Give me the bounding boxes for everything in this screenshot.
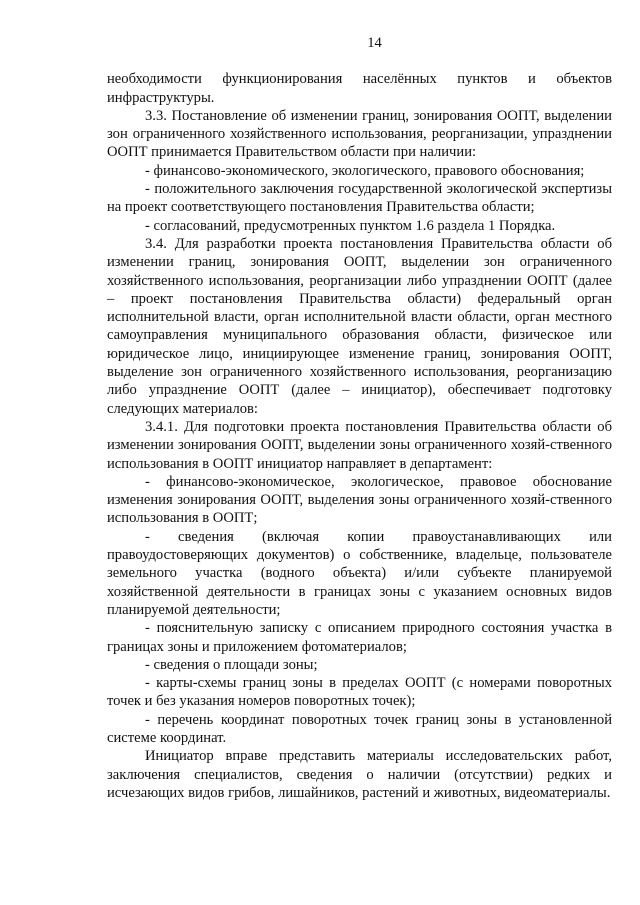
document-body (107, 70, 612, 802)
paragraph: Инициатор вправе представить материалы исследовательских работ, заключения специалистов, сведения о наличии (отсутствии) редких и исчезающих видов грибов, лишайников, растений и животных, видеоматериалы. (107, 748, 612, 801)
paragraph: 3.3. Постановление об изменении границ, зонирования ООПТ, выделении зон ограниченного хозяйственного использования, реорганизации, упразднении ООПТ принимается Правительством области при наличии: (107, 107, 612, 161)
document-page (107, 34, 612, 802)
paragraph: - финансово-экономическое, экологическое, правовое обоснование изменения зонирования ООПТ, выделения зоны ограниченного хозяй-ственного использования в ООПТ; (107, 473, 612, 527)
paragraph: - перечень координат поворотных точек границ зоны в установленной системе координат. (107, 711, 612, 746)
paragraph: - финансово-экономического, экологического, правового обоснования; (145, 162, 585, 179)
paragraph: - положительного заключения государственной экологической экспертизы на проект соответствующего постановления Правительства области; (107, 181, 612, 216)
paragraph: - согласований, предусмотренных пунктом 1.6 раздела 1 Порядка. (145, 217, 556, 234)
paragraph: - пояснительную записку с описанием природного состояния участка в границах зоны и приложением фотоматериалов; (107, 620, 612, 655)
page-number: 14 (367, 35, 382, 51)
paragraph: 3.4.1. Для подготовки проекта постановления Правительства области об изменении зонирования ООПТ, выделении зоны ограниченного хозяй-ственного использования в ООПТ инициатор направляет в департамент: (107, 418, 612, 472)
paragraph: необходимости функционирования населённых пунктов и объектов инфраструктуры. (107, 71, 612, 106)
paragraph: - сведения о площади зоны; (145, 656, 318, 673)
paragraph: 3.4. Для разработки проекта постановления Правительства области об изменении границ, зонирования ООПТ, выделении зон ограниченного хозяйственного использования, реорганизации либо упразднении ООПТ (далее – проект постановления Правительства области) федеральный орган исполнительной власти, орган исполнительной власти области, орган местного самоуправления муниципального образования области, физическое или юридическое лицо, инициирующее изменение границ, зонирования ООПТ, выделение зон ограниченного хозяйственного использования, реорганизацию либо упразднение ООПТ (далее – инициатор), обеспечивает подготовку следующих материалов: (107, 235, 612, 417)
paragraph: - карты-схемы границ зоны в пределах ООПТ (с номерами поворотных точек и без указания номеров поворотных точек); (107, 675, 612, 710)
paragraph: - сведения (включая копии правоустанавливающих или правоудостоверяющих документов) о собственнике, владельце, пользователе земельного участка (водного объекта) и/или субъекте планируемой хозяйственной деятельности в границах зоны с указанием основных видов планируемой деятельности; (107, 528, 612, 618)
